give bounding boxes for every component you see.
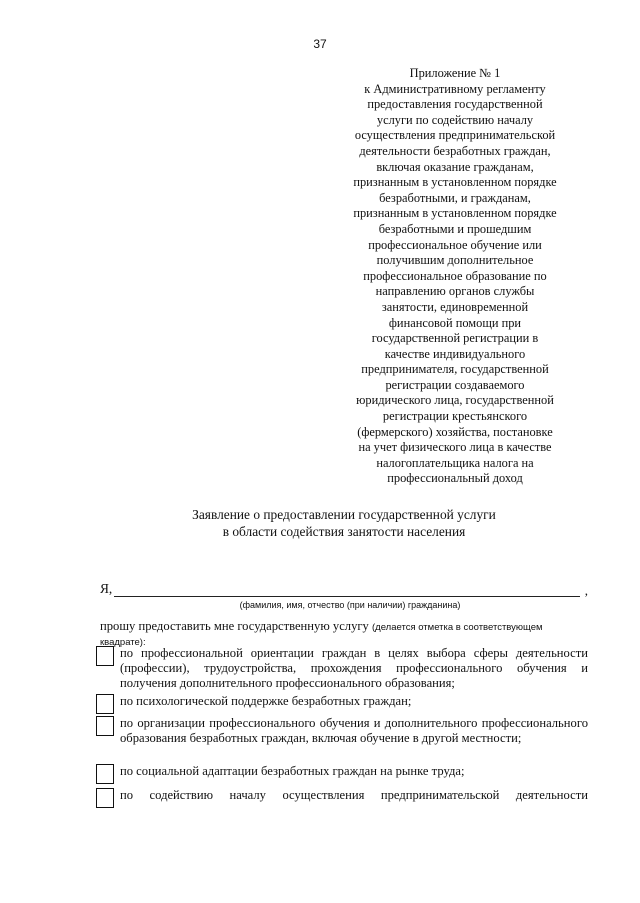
annex-line: финансовой помощи при bbox=[388, 315, 522, 330]
annex-line: безработными и прошедшим bbox=[378, 221, 532, 236]
request-line bbox=[100, 619, 588, 649]
service-option-vocational-training bbox=[96, 716, 588, 764]
title-line-2: в области содействия занятости населения bbox=[222, 524, 466, 539]
annex-line: признанным в установленном порядке bbox=[353, 206, 557, 221]
annex-line: качестве индивидуального bbox=[384, 346, 526, 361]
annex-line: занятости, единовременной bbox=[381, 299, 529, 314]
option-text: по социальной адаптации безработных граждан на рынке труда; bbox=[120, 764, 465, 778]
document-title bbox=[0, 506, 640, 540]
service-option-social-adaptation bbox=[96, 764, 588, 784]
applicant-name-row bbox=[100, 581, 588, 601]
option-text: по содействию началу осуществления предпринимательской деятельности bbox=[120, 788, 588, 802]
annex-line: услуги по содействию началу bbox=[376, 112, 534, 127]
applicant-suffix: , bbox=[584, 583, 588, 598]
annex-line: к Административному регламенту bbox=[364, 81, 546, 96]
service-option-entrepreneurship bbox=[96, 788, 588, 808]
annex-line: профессиональное обучение или bbox=[368, 237, 542, 252]
checkbox[interactable] bbox=[96, 646, 114, 666]
page-number: 37 bbox=[313, 37, 327, 51]
annex-line: включая оказание гражданам, bbox=[376, 159, 534, 174]
annex-line: Приложение № 1 bbox=[409, 66, 501, 80]
service-option-psychological-support bbox=[96, 694, 588, 714]
annex-line: деятельности безработных граждан, bbox=[359, 143, 551, 158]
checkbox[interactable] bbox=[96, 764, 114, 784]
annex-heading bbox=[330, 66, 580, 487]
applicant-name-field[interactable] bbox=[114, 596, 580, 597]
annex-line: признанным в установленном порядке bbox=[353, 175, 557, 190]
option-text: по профессиональной ориентации граждан в целях выбора сферы деятельности (профессии), трудоустройства, прохождения профессионального обучения и получения дополнительного профессионального образования; bbox=[120, 646, 588, 691]
annex-line: профессиональное образование по bbox=[363, 268, 547, 283]
checkbox[interactable] bbox=[96, 716, 114, 736]
annex-line: регистрации крестьянского bbox=[382, 409, 528, 424]
annex-line: осуществления предпринимательской bbox=[354, 128, 556, 143]
annex-line: государственной регистрации в bbox=[371, 331, 539, 346]
annex-line: (фермерского) хозяйства, постановке bbox=[357, 424, 553, 439]
annex-line: регистрации создаваемого bbox=[385, 377, 525, 392]
annex-line: предоставления государственной bbox=[367, 97, 543, 112]
annex-line: безработными, и гражданам, bbox=[379, 190, 531, 205]
applicant-prefix: Я, bbox=[100, 581, 113, 596]
checkbox[interactable] bbox=[96, 694, 114, 714]
annex-line: юридического лица, государственной bbox=[356, 393, 554, 408]
title-line-1: Заявление о предоставлении государственной услуги bbox=[192, 507, 496, 522]
annex-line: направлению органов службы bbox=[375, 284, 535, 299]
option-text: по психологической поддержке безработных граждан; bbox=[120, 694, 412, 708]
checkbox[interactable] bbox=[96, 788, 114, 808]
service-option-career-guidance bbox=[96, 646, 588, 694]
option-text: по организации профессионального обучения и дополнительного профессионального образования безработных граждан, включая обучение в другой местности; bbox=[120, 716, 588, 746]
annex-line: профессиональный доход bbox=[387, 471, 523, 486]
request-note: (делается отметка в соответствующем квадрате): bbox=[100, 622, 543, 648]
applicant-name-caption: (фамилия, имя, отчество (при наличии) гражданина) bbox=[239, 600, 461, 610]
annex-line: налогоплательщика налога на bbox=[376, 455, 534, 470]
annex-line: на учет физического лица в качестве bbox=[358, 440, 552, 455]
request-text: прошу предоставить мне государственную услугу bbox=[100, 619, 369, 633]
annex-line: предпринимателя, государственной bbox=[361, 362, 549, 377]
annex-line: получившим дополнительное bbox=[376, 253, 534, 268]
